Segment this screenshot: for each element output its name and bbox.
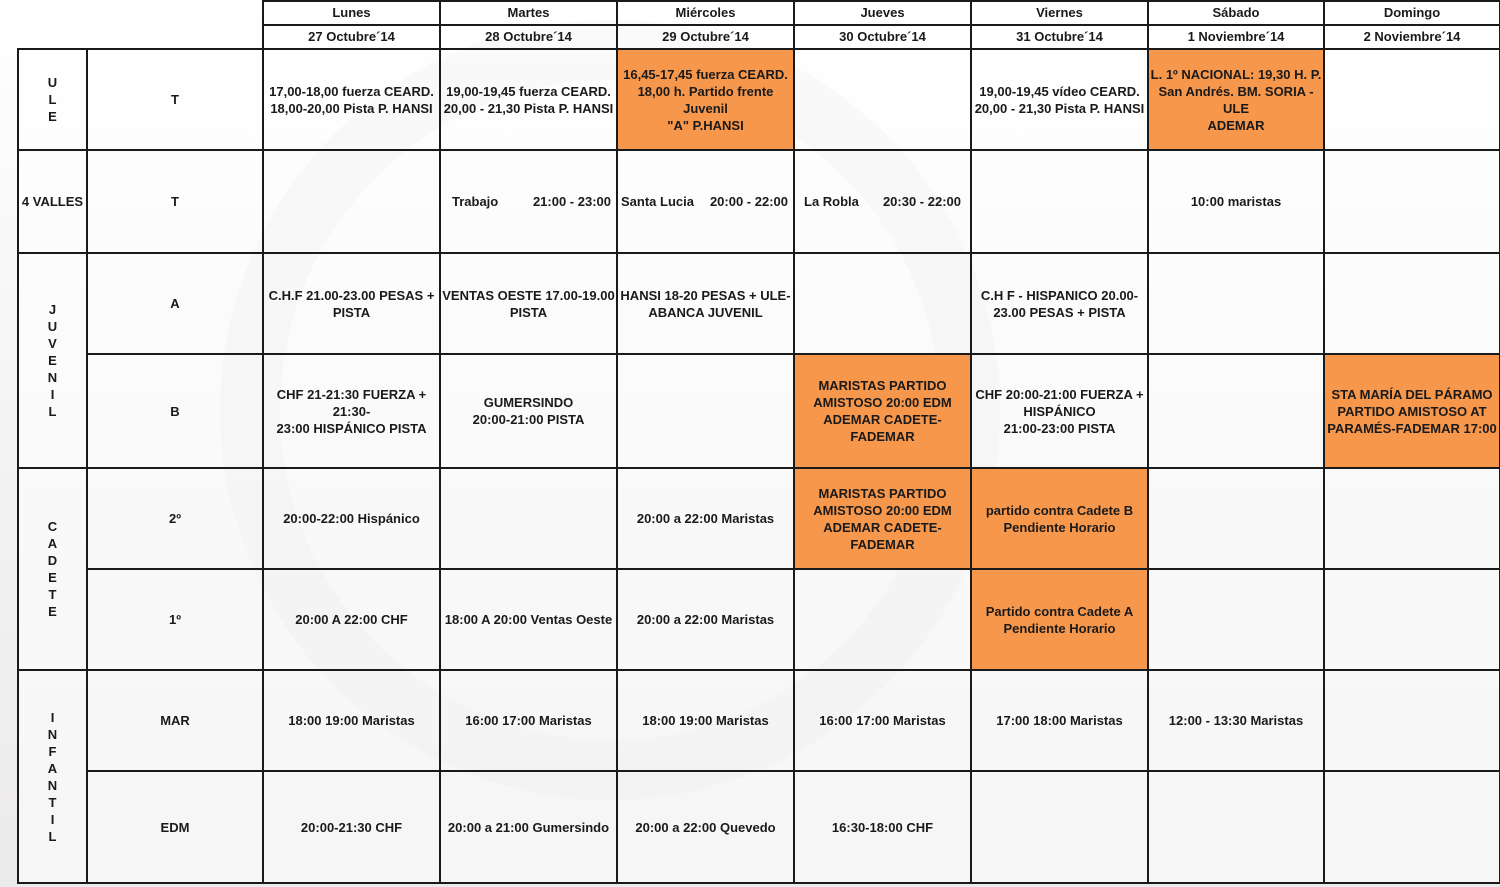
schedule-cell-highlight: MARISTAS PARTIDO AMISTOSO 20:00 EDM ADEMAR CADETE-FADEMAR — [794, 354, 971, 468]
schedule-cell: 16:00 17:00 Maristas — [794, 670, 971, 771]
cell-text: 20:00 - 22:00 — [709, 194, 788, 209]
schedule-cell: C.H F - HISPANICO 20.00- 23.00 PESAS + PISTA — [971, 253, 1148, 354]
schedule-cell — [971, 771, 1148, 883]
schedule-cell: 16:00 17:00 Maristas — [440, 670, 617, 771]
cell-text: 21:00 - 23:00 — [532, 194, 611, 209]
juvenil-a-row — [18, 253, 1500, 354]
corner-cell — [18, 1, 263, 49]
day-header: Sábado — [1148, 1, 1324, 25]
schedule-cell — [1324, 253, 1500, 354]
infantil-mar-row — [18, 670, 1500, 771]
valles-row — [18, 150, 1500, 253]
schedule-cell — [1324, 150, 1500, 253]
group-label-4-valles: 4 VALLES — [18, 150, 87, 253]
schedule-cell — [440, 468, 617, 569]
sub-label: 1º — [87, 569, 263, 670]
schedule-cell: 17,00-18,00 fuerza CEARD. 18,00-20,00 Pista P. HANSI — [263, 49, 440, 150]
schedule-cell: 19,00-19,45 vídeo CEARD. 20,00 - 21,30 Pista P. HANSI — [971, 49, 1148, 150]
cadete-1-row — [18, 569, 1500, 670]
schedule-cell — [1324, 468, 1500, 569]
schedule-cell: HANSI 18-20 PESAS + ULE- ABANCA JUVENIL — [617, 253, 794, 354]
schedule-cell: 20:00 a 22:00 Maristas — [617, 468, 794, 569]
cell-text: La Robla — [804, 194, 859, 209]
juvenil-b-row — [18, 354, 1500, 468]
sub-label: T — [87, 49, 263, 150]
schedule-cell: 18:00 19:00 Maristas — [617, 670, 794, 771]
schedule-cell: VENTAS OESTE 17.00-19.00 PISTA — [440, 253, 617, 354]
schedule-cell — [1324, 670, 1500, 771]
schedule-cell: 19,00-19,45 fuerza CEARD. 20,00 - 21,30 Pista P. HANSI — [440, 49, 617, 150]
schedule-cell — [617, 354, 794, 468]
schedule-cell: 20:00 a 22:00 Maristas — [617, 569, 794, 670]
day-header: Viernes — [971, 1, 1148, 25]
schedule-cell — [1148, 468, 1324, 569]
training-schedule-table — [17, 0, 1500, 884]
date-header: 28 Octubre´14 — [440, 25, 617, 49]
schedule-cell: 16:30-18:00 CHF — [794, 771, 971, 883]
sub-label: EDM — [87, 771, 263, 883]
ule-row — [18, 49, 1500, 150]
day-header: Domingo — [1324, 1, 1500, 25]
schedule-cell-highlight: MARISTAS PARTIDO AMISTOSO 20:00 EDM ADEMAR CADETE-FADEMAR — [794, 468, 971, 569]
schedule-cell: 12:00 - 13:30 Maristas — [1148, 670, 1324, 771]
schedule-cell — [1148, 253, 1324, 354]
schedule-cell: 20:00-22:00 Hispánico — [263, 468, 440, 569]
schedule-cell: 17:00 18:00 Maristas — [971, 670, 1148, 771]
date-header: 29 Octubre´14 — [617, 25, 794, 49]
schedule-cell: 20:00 a 22:00 Quevedo — [617, 771, 794, 883]
schedule-cell — [794, 253, 971, 354]
cell-text: 20:30 - 22:00 — [882, 194, 961, 209]
group-label-cadete: C A D E T E — [18, 468, 87, 670]
schedule-cell: 20:00 a 21:00 Gumersindo — [440, 771, 617, 883]
schedule-cell-highlight: STA MARÍA DEL PÁRAMO PARTIDO AMISTOSO AT PARAMÉS-FADEMAR 17:00 — [1324, 354, 1500, 468]
schedule-cell — [440, 150, 617, 253]
schedule-cell-highlight: Partido contra Cadete A Pendiente Horario — [971, 569, 1148, 670]
schedule-cell — [1324, 771, 1500, 883]
schedule-cell: GUMERSINDO 20:00-21:00 PISTA — [440, 354, 617, 468]
schedule-cell: 20:00-21:30 CHF — [263, 771, 440, 883]
sub-label: MAR — [87, 670, 263, 771]
schedule-cell: CHF 20:00-21:00 FUERZA + HISPÁNICO 21:00-23:00 PISTA — [971, 354, 1148, 468]
day-header: Lunes — [263, 1, 440, 25]
day-header: Jueves — [794, 1, 971, 25]
cadete-2-row — [18, 468, 1500, 569]
date-header: 31 Octubre´14 — [971, 25, 1148, 49]
schedule-cell — [1148, 771, 1324, 883]
cell-text: Trabajo — [452, 194, 499, 209]
schedule-cell — [794, 49, 971, 150]
day-header: Miércoles — [617, 1, 794, 25]
group-label-juvenil: J U V E N I L — [18, 253, 87, 468]
schedule-cell — [263, 150, 440, 253]
date-header: 27 Octubre´14 — [263, 25, 440, 49]
schedule-cell — [1324, 49, 1500, 150]
sub-label: B — [87, 354, 263, 468]
schedule-cell — [1148, 569, 1324, 670]
group-label-infantil: I N F A N T I L — [18, 670, 87, 883]
group-label-ule: U L E — [18, 49, 87, 150]
schedule-cell — [971, 150, 1148, 253]
schedule-cell-highlight: partido contra Cadete B Pendiente Horario — [971, 468, 1148, 569]
date-header: 2 Noviembre´14 — [1324, 25, 1500, 49]
schedule-cell — [1148, 354, 1324, 468]
schedule-cell: 18:00 A 20:00 Ventas Oeste — [440, 569, 617, 670]
schedule-cell: 18:00 19:00 Maristas — [263, 670, 440, 771]
schedule-cell-highlight: 16,45-17,45 fuerza CEARD. 18,00 h. Partido frente Juvenil "A" P.HANSI — [617, 49, 794, 150]
schedule-cell: CHF 21-21:30 FUERZA + 21:30- 23:00 HISPÁNICO PISTA — [263, 354, 440, 468]
schedule-cell — [617, 150, 794, 253]
schedule-cell: C.H.F 21.00-23.00 PESAS + PISTA — [263, 253, 440, 354]
cell-text: Santa Lucia — [621, 194, 694, 209]
infantil-edm-row — [18, 771, 1500, 883]
date-header: 30 Octubre´14 — [794, 25, 971, 49]
day-header: Martes — [440, 1, 617, 25]
sub-label: 2º — [87, 468, 263, 569]
day-header-row — [18, 1, 1500, 25]
schedule-cell — [1324, 569, 1500, 670]
schedule-cell — [794, 569, 971, 670]
schedule-cell-highlight: L. 1º NACIONAL: 19,30 H. P. San Andrés. BM. SORIA - ULE ADEMAR — [1148, 49, 1324, 150]
schedule-cell: 20:00 A 22:00 CHF — [263, 569, 440, 670]
schedule-cell — [794, 150, 971, 253]
sub-label: T — [87, 150, 263, 253]
schedule-cell: 10:00 maristas — [1148, 150, 1324, 253]
sub-label: A — [87, 253, 263, 354]
date-header: 1 Noviembre´14 — [1148, 25, 1324, 49]
